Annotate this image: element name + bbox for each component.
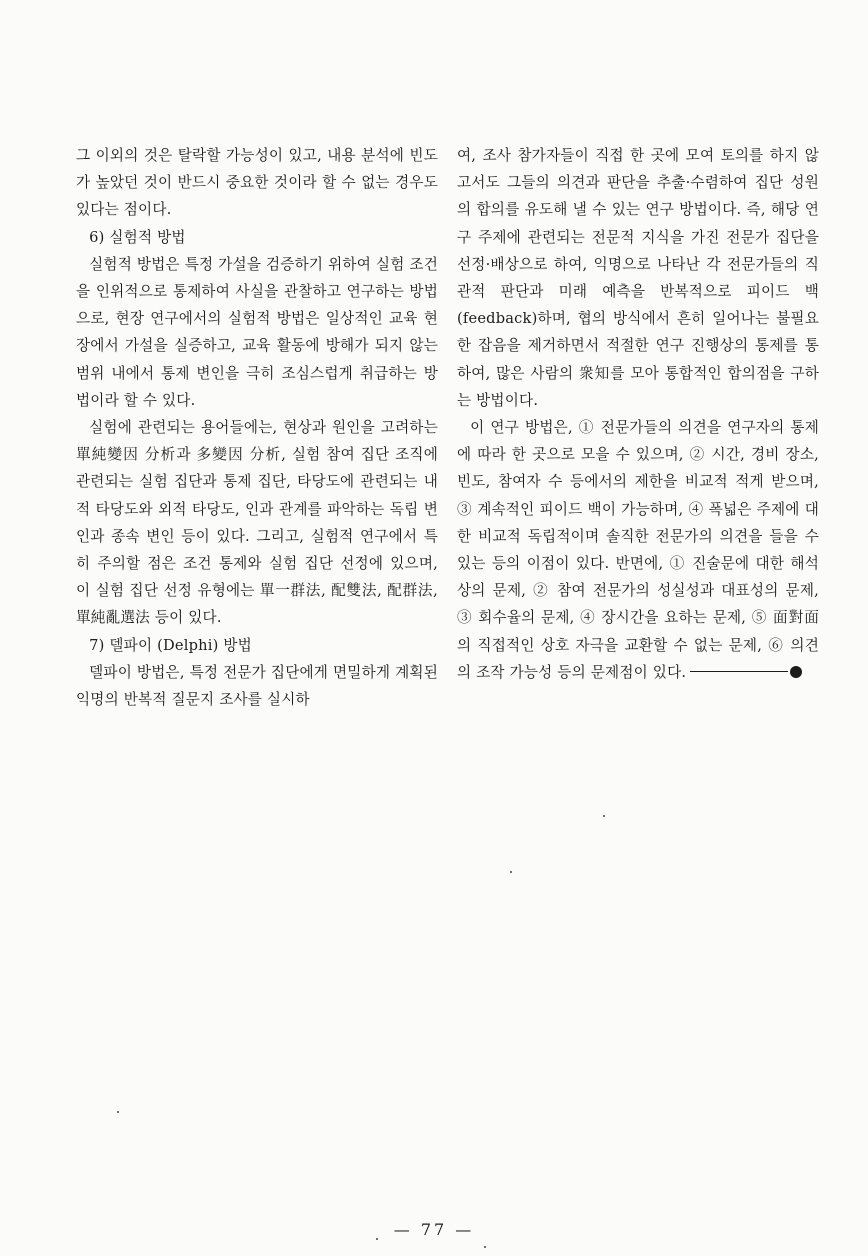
experimental-paragraph-2: 실험에 관련되는 용어들에는, 현상과 원인을 고려하는 單純變因 分析과 多變因 分析, 실험 참여 집단 조직에 관련되는 실험 집단과 통제 집단, 타당도에 관련되는 내적 타당도와 외적 타당도, 인과 관계를 파악하는 독립 변인과 종속 변인 등이 있다. 그리고, 실험적 연구에서 특히 주의할 점은 조건 통제와 실험 집단 선정에 있으며, 이 실험 집단 선정 유형에는 單一群法, 配雙法, 配群法, 單純亂選法 등이 있다. <box>76 419 438 627</box>
left-column <box>76 142 438 713</box>
scan-speck <box>603 815 605 817</box>
continued-paragraph: 그 이외의 것은 탈락할 가능성이 있고, 내용 분석에 빈도가 높았던 것이 반드시 중요한 것이라 할 수 없는 경우도 있다는 점이다. <box>76 147 438 219</box>
scan-speck <box>484 1246 486 1248</box>
right-column <box>457 142 819 686</box>
scan-speck <box>510 871 512 873</box>
page-number: — 77 — <box>393 1220 475 1239</box>
experimental-paragraph-1: 실험적 방법은 특정 가설을 검증하기 위하여 실험 조건을 인위적으로 통제하여 사실을 관찰하고 연구하는 방법으로, 현장 연구에서의 실험적 방법은 일상적인 교육 현장에서 가설을 실증하고, 교육 활동에 방해가 되지 않는 범위 내에서 통제 변인을 극히 조심스럽게 취급하는 방법이라 할 수 있다. <box>76 255 438 409</box>
end-rule <box>690 671 788 672</box>
delphi-evaluation-paragraph <box>457 414 819 686</box>
section-heading-experimental: 6) 실험적 방법 <box>89 228 186 246</box>
delphi-paragraph-start: 델파이 방법은, 특정 전문가 집단에게 면밀하게 계획된 익명의 반복적 질문지 조사를 실시하 <box>76 663 438 709</box>
scan-speck <box>376 1238 378 1240</box>
end-of-section-icon <box>790 666 802 678</box>
delphi-paragraph-continued: 여, 조사 참가자들이 직접 한 곳에 모여 토의를 하지 않고서도 그들의 의견과 판단을 추출·수렴하여 집단 성원의 합의를 유도해 낼 수 있는 연구 방법이다. 즉, 해당 연구 주제에 관련되는 전문적 지식을 가진 전문가 집단을 선정·배상으로 하여, 익명으로 나타난 각 전문가들의 직관적 판단과 미래 예측을 반복적으로 피이드 백(feedback)하며, 협의 방식에서 흔히 일어나는 불필요한 잡음을 제거하면서 적절한 연구 진행상의 통제를 통하여, 많은 사람의 衆知를 모아 통합적인 합의점을 구하는 방법이다. <box>457 147 819 409</box>
delphi-evaluation-text: 이 연구 방법은, ① 전문가들의 의견을 연구자의 통제에 따라 한 곳으로 모을 수 있으며, ② 시간, 경비 장소, 빈도, 참여자 수 등에서의 제한을 비교적 적게 받으며, ③ 계속적인 피이드 백이 가능하며, ④ 폭넓은 주제에 대한 비교적 독립적이며 솔직한 전문가의 의견을 들을 수 있는 등의 이점이 있다. 반면에, ① 진술문에 대한 해석상의 문제, ② 참여 전문가의 성실성과 대표성의 문제, ③ 회수율의 문제, ④ 장시간을 요하는 문제, ⑤ 面對面의 직접적인 상호 자극을 교환할 수 없는 문제, ⑥ 의견의 조작 가능성 등의 문제점이 있다. <box>457 419 819 681</box>
section-heading-delphi: 7) 델파이 (Delphi) 방법 <box>89 636 252 654</box>
scan-speck <box>117 1111 119 1113</box>
